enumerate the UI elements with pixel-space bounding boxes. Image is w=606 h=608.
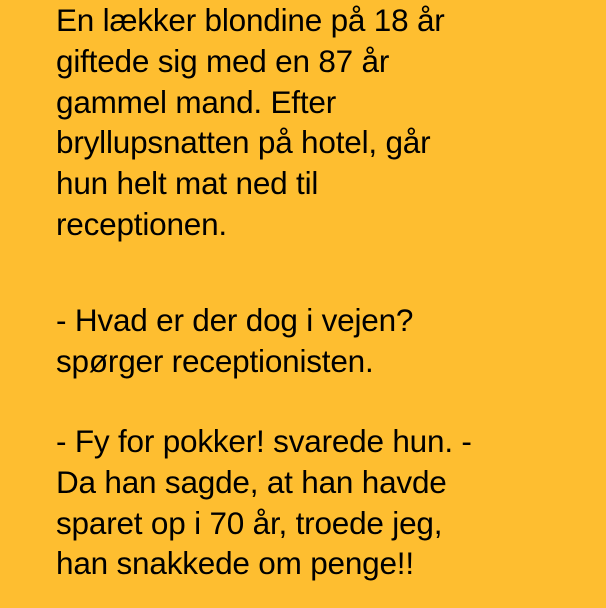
text-line: bryllupsnatten på hotel, går bbox=[56, 124, 431, 161]
text-line: hun helt mat ned til bbox=[56, 165, 319, 202]
text-line: sparet op i 70 år, troede jeg, bbox=[56, 504, 443, 541]
text-line: receptionen. bbox=[56, 205, 227, 242]
text-line: giftede sig med en 87 år bbox=[56, 42, 390, 79]
text-line: gammel mand. Efter bbox=[56, 83, 337, 120]
text-line: En lækker blondine på 18 år bbox=[56, 2, 445, 38]
text-line: spørger receptionisten. bbox=[56, 342, 374, 379]
text-line: - Fy for pokker! svarede hun. - bbox=[56, 423, 472, 459]
text-line: Da han sagde, at han havde bbox=[56, 463, 447, 500]
dialogue-paragraph-question bbox=[56, 300, 601, 382]
story-paragraph bbox=[56, 0, 601, 245]
text-line: han snakkede om penge!! bbox=[56, 545, 414, 582]
dialogue-paragraph-punchline bbox=[56, 421, 601, 584]
text-line: - Hvad er der dog i vejen? bbox=[56, 302, 414, 338]
